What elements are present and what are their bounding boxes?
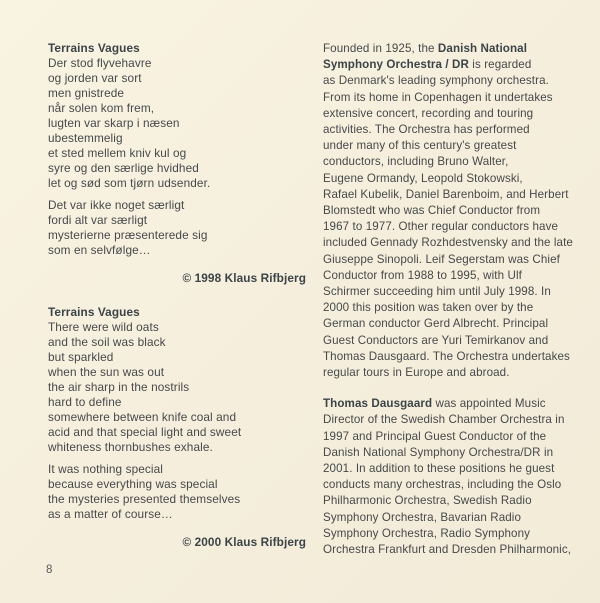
dausgaard-paragraph: [323, 396, 585, 558]
text-line: Orchestra Frankfurt and Dresden Philharmonic,: [323, 543, 572, 557]
text-line: lugten var skarp i næsen: [48, 116, 180, 130]
text-line: acid and that special light and sweet: [48, 425, 242, 439]
page-number: 8: [46, 564, 53, 576]
text-line: activities. The Orchestra has performed: [323, 123, 530, 137]
text-line: men gnistrede: [48, 86, 125, 100]
text-line: Eugene Ormandy, Leopold Stokowski,: [323, 171, 523, 185]
left-column: [48, 41, 306, 550]
poem-english-stanza-1: [48, 320, 306, 455]
poem-english-stanza-2: [48, 462, 306, 522]
text-line: fordi alt var særligt: [48, 213, 148, 227]
text-line: og jorden var sort: [48, 71, 142, 85]
text-line: because everything was special: [48, 477, 218, 491]
text-line: when the sun was out: [48, 365, 165, 379]
copyright-2000: © 2000 Klaus Rifbjerg: [182, 535, 306, 549]
text-line: mysterierne præsenterede sig: [48, 228, 208, 242]
text-line: Guest Conductors are Yuri Temirkanov and: [323, 333, 549, 347]
poem-danish: [48, 41, 306, 286]
text-line: It was nothing special: [48, 462, 163, 476]
text-line: conductors, including Bruno Walter,: [323, 155, 509, 169]
text-line: Founded in 1925, the Danish National: [323, 42, 528, 55]
text-line: as a matter of course…: [48, 507, 173, 521]
text-line: Det var ikke noget særligt: [48, 198, 185, 212]
text-line: Giuseppe Sinopoli. Leif Segerstam was Chief: [323, 252, 560, 266]
text-line: the air sharp in the nostrils: [48, 380, 190, 394]
text-line: som en selvfølge…: [48, 243, 151, 257]
text-line: Schirmer succeeding him until July 1998. In: [323, 285, 551, 299]
poem-english: [48, 305, 306, 550]
text-line: From its home in Copenhagen it undertakes: [323, 90, 553, 104]
text-line: Director of the Swedish Chamber Orchestra in: [323, 413, 565, 427]
text-line: somewhere between knife coal and: [48, 410, 237, 424]
text-line: included Gennady Rozhdestvensky and the late: [323, 236, 573, 250]
text-line: når solen kom frem,: [48, 101, 155, 115]
poem-english-title: Terrains Vagues: [48, 305, 140, 319]
text-line: Blomstedt who was Chief Conductor from: [323, 204, 541, 218]
text-line: whiteness thornbushes exhale.: [48, 440, 213, 454]
right-column: [323, 41, 585, 558]
text-line: Conductor from 1988 to 1995, with Ulf: [323, 268, 522, 282]
text-line: 1967 to 1977. Other regular conductors have: [323, 220, 559, 234]
poem-danish-stanza-1: [48, 56, 306, 191]
text-line: the mysteries presented themselves: [48, 492, 241, 506]
text-line: and the soil was black: [48, 335, 166, 349]
poem-danish-stanza-2: [48, 198, 306, 258]
text-line: Danish National Symphony Orchestra/DR in: [323, 445, 554, 459]
text-line: syre og den særlige hvidhed: [48, 161, 199, 175]
text-line: as Denmark's leading symphony orchestra.: [323, 74, 549, 88]
text-line: Symphony Orchestra / DR is regarded: [323, 58, 532, 72]
text-line: 2000 this position was taken over by the: [323, 301, 534, 315]
copyright-1998: © 1998 Klaus Rifbjerg: [182, 271, 306, 285]
text-line: but sparkled: [48, 350, 114, 364]
text-line: extensive concert, recording and touring: [323, 106, 534, 120]
text-line: conducts many orchestras, including the Oslo: [323, 478, 562, 492]
text-line: let og sød som tjørn udsender.: [48, 176, 211, 190]
text-line: Philharmonic Orchestra, Swedish Radio: [323, 494, 532, 508]
text-line: hard to define: [48, 395, 122, 409]
text-line: Thomas Dausgaard was appointed Music: [323, 397, 546, 411]
poem-danish-title: Terrains Vagues: [48, 41, 140, 55]
orchestra-paragraph: [323, 41, 585, 381]
text-line: German conductor Gerd Albrecht. Principal: [323, 317, 549, 331]
text-line: Thomas Dausgaard. The Orchestra undertakes: [323, 349, 570, 363]
text-line: There were wild oats: [48, 320, 159, 334]
text-line: 1997 and Principal Guest Conductor of the: [323, 429, 547, 443]
text-line: Symphony Orchestra, Bavarian Radio: [323, 510, 522, 524]
text-line: et sted mellem kniv kul og: [48, 146, 187, 160]
text-line: Symphony Orchestra, Radio Symphony: [323, 526, 531, 540]
text-line: Rafael Kubelik, Daniel Barenboim, and Herbert: [323, 187, 569, 201]
text-line: ubestemmelig: [48, 131, 123, 145]
text-line: under many of this century's greatest: [323, 139, 517, 153]
text-line: 2001. In addition to these positions he guest: [323, 462, 555, 476]
text-line: regular tours in Europe and abroad.: [323, 366, 510, 380]
text-line: Der stod flyvehavre: [48, 56, 152, 70]
